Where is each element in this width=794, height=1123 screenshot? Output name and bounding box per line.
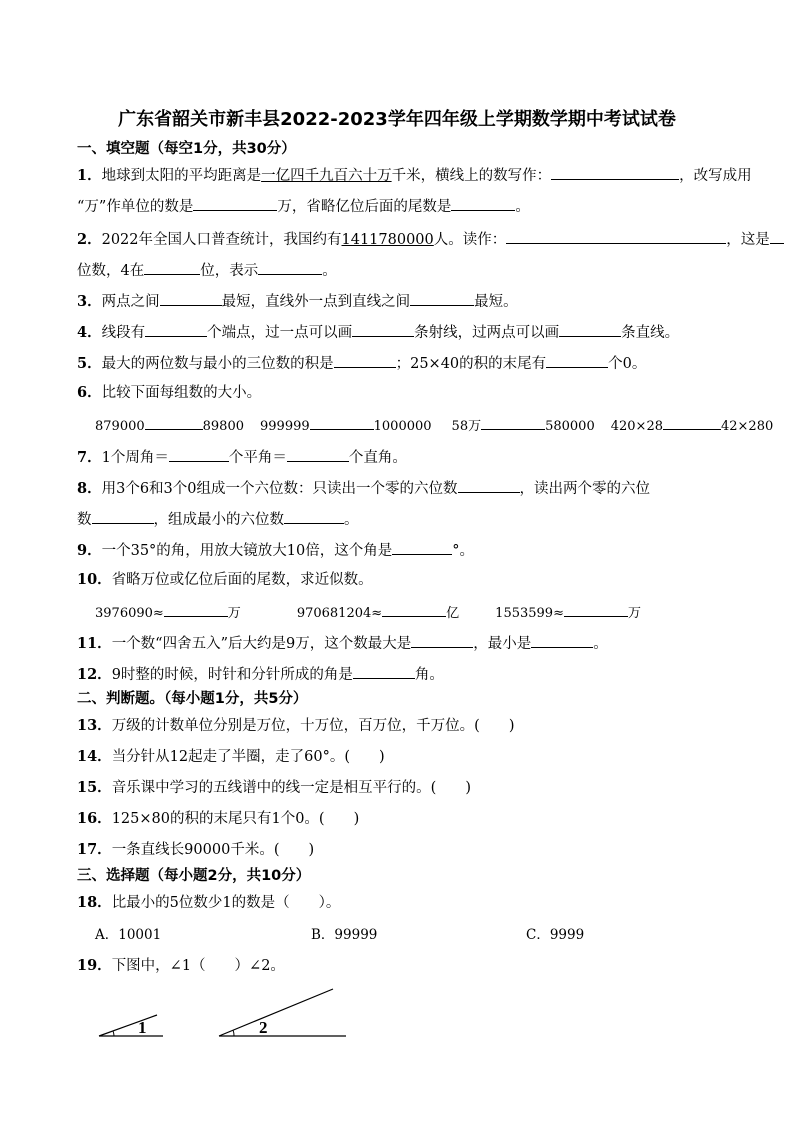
page-title: 广东省韶关市新丰县2022-2023学年四年级上学期数学期中考试试卷 [118,109,676,130]
section-heading-true-false: 二、判断题。（每小题1分，共5分） [77,691,308,707]
question-number: 17． [77,841,112,858]
question-number: 14． [77,748,112,765]
question-10-estimates: 3976090≈ 万 970681204≈ 亿 1553599≈ 万 [95,601,641,624]
question-5: 5．最大的两位数与最小的三位数的积是 ；25×40的积的末尾有 个0。 [77,352,646,374]
question-number: 5． [77,355,102,372]
question-4: 4．线段有 个端点，过一点可以画 条射线，过两点可以画 条直线。 [77,321,679,343]
question-7: 7．1个周角＝ 个平角＝ 个直角。 [77,446,407,468]
option-a[interactable]: A．10001 [95,927,162,943]
question-1: 1．地球到太阳的平均距离是一亿四千九百六十万千米，横线上的数写作： ，改写成用 [77,164,752,186]
question-1-line-2: “万”作单位的数是 万，省略亿位后面的尾数是 。 [77,195,530,217]
section-heading-fill-blank: 一、填空题（每空1分，共30分） [77,141,296,157]
question-6-comparisons: 879000 89800 999999 1000000 58万 580000 420×28 42×280 [95,414,773,437]
angle-2-label: 2 [259,1018,268,1037]
question-number: 18． [77,894,112,911]
angle-1-label: 1 [138,1018,147,1037]
question-3: 3．两点之间 最短，直线外一点到直线之间 最短。 [77,290,518,312]
question-19: 19．下图中，∠1（ ）∠2。 [77,957,285,974]
question-15: 15．音乐课中学习的五线谱中的线一定是相互平行的。( ) [77,779,471,796]
question-2-line-2: 位数，4在 位，表示 。 [77,259,337,281]
question-6: 6．比较下面每组数的大小。 [77,384,262,401]
underlined-text: 1411780000 [341,232,434,248]
question-number: 11． [77,635,112,652]
question-number: 8． [77,480,102,497]
question-number: 6． [77,384,102,401]
question-9: 9．一个35°的角，用放大镜放大10倍，这个角是 °。 [77,539,474,561]
question-17: 17．一条直线长90000千米。( ) [77,841,315,858]
question-11: 11．一个数“四舍五入”后大约是9万，这个数最大是 ，最小是 。 [77,632,608,654]
question-number: 16． [77,810,112,827]
question-number: 9． [77,542,102,559]
question-number: 3． [77,293,102,310]
question-18: 18．比最小的5位数少1的数是（ ）。 [77,894,341,911]
question-number: 7． [77,449,102,466]
question-10: 10．省略万位或亿位后面的尾数，求近似数。 [77,571,373,588]
question-14: 14．当分针从12起走了半圈，走了60°。( ) [77,748,385,765]
section-heading-multiple-choice: 三、选择题（每小题2分，共10分） [77,868,311,884]
question-number: 4． [77,324,102,341]
question-number: 15． [77,779,112,796]
option-b[interactable]: B．99999 [311,927,378,943]
option-c[interactable]: C．9999 [526,927,585,943]
question-number: 1． [77,167,102,184]
question-number: 12． [77,666,112,683]
question-16: 16．125×80的积的末尾只有1个0。( ) [77,810,360,827]
question-12: 12．9时整的时候，时针和分针所成的角是 角。 [77,663,444,685]
question-8-line-2: 数 ，组成最小的六位数 。 [77,508,359,530]
question-number: 10． [77,571,112,588]
question-2: 2．2022年全国人口普查统计，我国约有1411780000人。读作： ，这是 [77,228,784,250]
underlined-text: 一亿四千九百六十万 [261,168,392,184]
question-13: 13．万级的计数单位分别是万位，十万位，百万位，千万位。( ) [77,717,515,734]
angle-1-figure [99,1015,163,1037]
question-8: 8．用3个6和3个0组成一个六位数：只读出一个零的六位数 ，读出两个零的六位 [77,477,650,499]
question-number: 2． [77,231,102,248]
angle-2-figure [219,989,346,1037]
question-number: 19． [77,957,112,974]
question-number: 13． [77,717,112,734]
